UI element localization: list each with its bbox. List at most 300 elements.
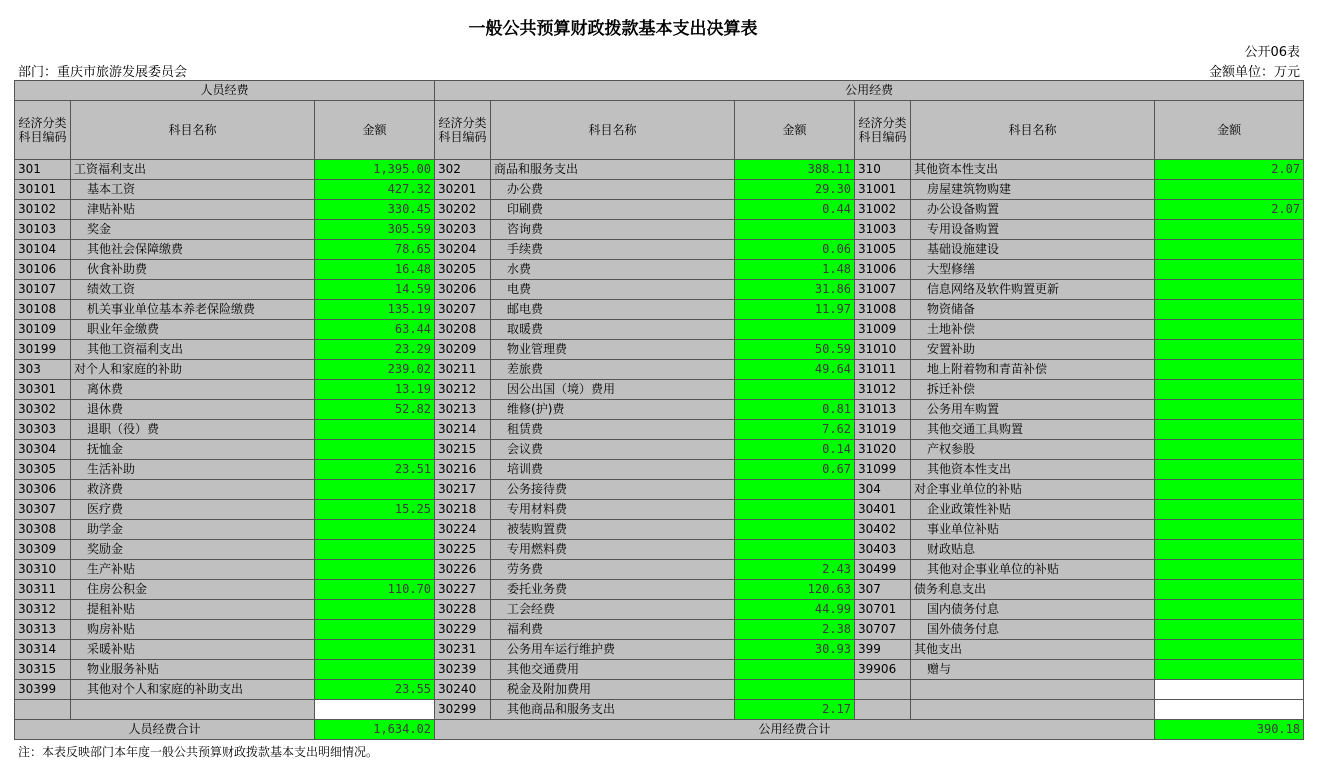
table-row [15,640,1304,660]
econ-code-cell[interactable]: 30315 [15,660,71,680]
econ-code-cell[interactable]: 31009 [855,320,911,340]
amount-cell[interactable]: 0.67 [735,460,855,480]
table-row [15,460,1304,480]
item-name-cell[interactable]: 提租补贴 [71,600,315,620]
econ-code-cell[interactable]: 30227 [435,580,491,600]
amount-cell[interactable]: 2.43 [735,560,855,580]
amount-cell[interactable]: 0.06 [735,240,855,260]
item-name-cell[interactable]: 抚恤金 [71,440,315,460]
amount-cell[interactable]: 23.55 [315,680,435,700]
econ-code-cell[interactable]: 31010 [855,340,911,360]
econ-code-cell[interactable]: 31001 [855,180,911,200]
amount-cell[interactable] [1155,440,1304,460]
econ-code-cell[interactable]: 31008 [855,300,911,320]
amount-cell[interactable] [735,480,855,500]
table-row [15,420,1304,440]
amount-cell[interactable]: 13.19 [315,380,435,400]
table-row [15,580,1304,600]
amount-cell[interactable]: 330.45 [315,200,435,220]
econ-code-cell[interactable]: 30499 [855,560,911,580]
item-name-cell[interactable]: 差旅费 [491,360,735,380]
amount-cell[interactable] [1155,560,1304,580]
item-name-cell[interactable]: 其他工资福利支出 [71,340,315,360]
econ-code-cell[interactable]: 30302 [15,400,71,420]
amount-cell[interactable]: 30.93 [735,640,855,660]
econ-code-cell[interactable]: 302 [435,160,491,180]
econ-code-cell[interactable]: 30228 [435,600,491,620]
amount-cell[interactable] [1155,360,1304,380]
item-name-cell[interactable]: 国外债务付息 [911,620,1155,640]
amount-cell[interactable] [315,660,435,680]
item-name-cell[interactable]: 被装购置费 [491,520,735,540]
amount-cell[interactable] [735,380,855,400]
amount-cell[interactable] [1155,280,1304,300]
amount-cell[interactable]: 110.70 [315,580,435,600]
personnel-total-value[interactable]: 1,634.02 [315,720,435,740]
econ-code-cell[interactable]: 30211 [435,360,491,380]
item-name-cell[interactable]: 商品和服务支出 [491,160,735,180]
table-row [15,180,1304,200]
public-total-value[interactable]: 390.18 [1155,720,1304,740]
amount-cell[interactable] [315,560,435,580]
econ-code-cell[interactable]: 39906 [855,660,911,680]
item-name-cell[interactable]: 伙食补助费 [71,260,315,280]
econ-code-cell[interactable]: 30216 [435,460,491,480]
amount-cell[interactable] [315,520,435,540]
item-name-cell[interactable]: 基本工资 [71,180,315,200]
amount-cell[interactable] [1155,500,1304,520]
table-row [15,320,1304,340]
econ-code-cell[interactable]: 30306 [15,480,71,500]
table-row [15,400,1304,420]
econ-code-cell[interactable]: 30213 [435,400,491,420]
econ-code-cell[interactable]: 30229 [435,620,491,640]
amount-cell[interactable] [315,440,435,460]
item-name-cell[interactable]: 生产补贴 [71,560,315,580]
item-name-cell[interactable]: 水费 [491,260,735,280]
item-name-cell[interactable]: 国内债务付息 [911,600,1155,620]
item-name-cell[interactable]: 福利费 [491,620,735,640]
econ-code-cell[interactable]: 30202 [435,200,491,220]
item-name-cell[interactable]: 工会经费 [491,600,735,620]
amount-cell[interactable]: 1.48 [735,260,855,280]
item-name-cell[interactable]: 公务接待费 [491,480,735,500]
header-code[interactable]: 经济分类科目编码 [435,101,491,160]
econ-code-cell[interactable]: 310 [855,160,911,180]
econ-code-cell[interactable]: 30307 [15,500,71,520]
table-row [15,500,1304,520]
amount-cell[interactable]: 52.82 [315,400,435,420]
item-name-cell[interactable]: 产权参股 [911,440,1155,460]
item-name-cell[interactable]: 奖励金 [71,540,315,560]
item-name-cell[interactable]: 物业服务补贴 [71,660,315,680]
item-name-cell[interactable]: 公务用车购置 [911,400,1155,420]
amount-cell[interactable]: 2.38 [735,620,855,640]
header-name[interactable]: 科目名称 [911,101,1155,160]
econ-code-cell[interactable]: 31011 [855,360,911,380]
table-row [15,620,1304,640]
amount-cell[interactable]: 305.59 [315,220,435,240]
amount-cell[interactable]: 2.07 [1155,160,1304,180]
econ-code-cell[interactable]: 30199 [15,340,71,360]
item-name-cell[interactable]: 其他对企事业单位的补贴 [911,560,1155,580]
amount-cell[interactable] [1155,420,1304,440]
item-name-cell[interactable]: 基础设施建设 [911,240,1155,260]
table-row [15,600,1304,620]
item-name-cell[interactable]: 取暖费 [491,320,735,340]
item-name-cell[interactable]: 大型修缮 [911,260,1155,280]
amount-cell[interactable] [1155,660,1304,680]
amount-cell[interactable]: 2.17 [735,700,855,720]
econ-code-cell[interactable]: 30403 [855,540,911,560]
item-name-cell[interactable]: 办公费 [491,180,735,200]
item-name-cell[interactable]: 专用材料费 [491,500,735,520]
econ-code-cell[interactable]: 31003 [855,220,911,240]
item-name-cell[interactable]: 电费 [491,280,735,300]
econ-code-cell[interactable]: 307 [855,580,911,600]
item-name-cell[interactable]: 奖金 [71,220,315,240]
item-name-cell[interactable]: 信息网络及软件购置更新 [911,280,1155,300]
expenditure-table [14,80,1304,740]
econ-code-cell[interactable]: 30231 [435,640,491,660]
amount-cell[interactable] [735,320,855,340]
econ-code-cell[interactable]: 31007 [855,280,911,300]
econ-code-cell[interactable]: 304 [855,480,911,500]
item-name-cell[interactable]: 公务用车运行维护费 [491,640,735,660]
item-name-cell[interactable]: 对企事业单位的补贴 [911,480,1155,500]
item-name-cell[interactable]: 委托业务费 [491,580,735,600]
amount-cell[interactable]: 78.65 [315,240,435,260]
item-name-cell[interactable]: 其他支出 [911,640,1155,660]
amount-cell[interactable] [735,520,855,540]
table-row [15,660,1304,680]
personnel-total-label: 人员经费合计 [15,720,315,740]
item-name-cell[interactable]: 退职（役）费 [71,420,315,440]
amount-cell[interactable] [1155,380,1304,400]
econ-code-cell[interactable]: 30311 [15,580,71,600]
amount-cell[interactable]: 31.86 [735,280,855,300]
public-total-label: 公用经费合计 [435,720,1155,740]
table-row [15,340,1304,360]
amount-cell[interactable] [1155,320,1304,340]
item-name-cell[interactable]: 劳务费 [491,560,735,580]
amount-cell[interactable] [315,700,435,720]
amount-cell[interactable]: 15.25 [315,500,435,520]
amount-cell[interactable] [1155,640,1304,660]
econ-code-cell[interactable]: 30701 [855,600,911,620]
amount-cell[interactable] [1155,620,1304,640]
item-name-cell[interactable]: 会议费 [491,440,735,460]
amount-cell[interactable]: 427.32 [315,180,435,200]
econ-code-cell[interactable]: 30214 [435,420,491,440]
item-name-cell[interactable]: 离休费 [71,380,315,400]
item-name-cell[interactable]: 其他社会保障缴费 [71,240,315,260]
item-name-cell[interactable]: 办公设备购置 [911,200,1155,220]
item-name-cell[interactable]: 救济费 [71,480,315,500]
amount-cell[interactable]: 23.51 [315,460,435,480]
amount-cell[interactable]: 16.48 [315,260,435,280]
header-amount[interactable]: 金额 [735,101,855,160]
econ-code-cell[interactable]: 399 [855,640,911,660]
header-code[interactable]: 经济分类科目编码 [855,101,911,160]
econ-code-cell[interactable]: 30215 [435,440,491,460]
econ-code-cell[interactable] [855,700,911,720]
table-row [15,440,1304,460]
item-name-cell[interactable]: 工资福利支出 [71,160,315,180]
econ-code-cell[interactable]: 30314 [15,640,71,660]
item-name-cell[interactable]: 事业单位补贴 [911,520,1155,540]
econ-code-cell[interactable]: 30104 [15,240,71,260]
amount-cell[interactable]: 0.81 [735,400,855,420]
amount-cell[interactable]: 0.14 [735,440,855,460]
econ-code-cell[interactable]: 30240 [435,680,491,700]
table-row [15,680,1304,700]
econ-code-cell[interactable]: 31013 [855,400,911,420]
amount-cell[interactable] [315,600,435,620]
item-name-cell[interactable]: 财政贴息 [911,540,1155,560]
header-code[interactable]: 经济分类科目编码 [15,101,71,160]
item-name-cell[interactable]: 咨询费 [491,220,735,240]
amount-cell[interactable]: 23.29 [315,340,435,360]
econ-code-cell[interactable]: 31012 [855,380,911,400]
amount-cell[interactable]: 239.02 [315,360,435,380]
econ-code-cell[interactable]: 31006 [855,260,911,280]
item-name-cell[interactable] [911,680,1155,700]
econ-code-cell[interactable]: 30309 [15,540,71,560]
item-name-cell[interactable]: 住房公积金 [71,580,315,600]
amount-cell[interactable] [1155,340,1304,360]
econ-code-cell[interactable]: 31002 [855,200,911,220]
econ-code-cell[interactable]: 30204 [435,240,491,260]
item-name-cell[interactable]: 专用设备购置 [911,220,1155,240]
econ-code-cell[interactable]: 30108 [15,300,71,320]
econ-code-cell[interactable]: 30206 [435,280,491,300]
item-name-cell[interactable]: 采暖补贴 [71,640,315,660]
amount-cell[interactable] [1155,240,1304,260]
item-name-cell[interactable]: 职业年金缴费 [71,320,315,340]
table-row [15,520,1304,540]
item-name-cell[interactable]: 培训费 [491,460,735,480]
econ-code-cell[interactable]: 30299 [435,700,491,720]
item-name-cell[interactable]: 退休费 [71,400,315,420]
item-name-cell[interactable]: 对个人和家庭的补助 [71,360,315,380]
amount-cell[interactable] [315,420,435,440]
amount-cell[interactable]: 120.63 [735,580,855,600]
item-name-cell[interactable]: 租赁费 [491,420,735,440]
amount-cell[interactable]: 49.64 [735,360,855,380]
item-name-cell[interactable]: 专用燃料费 [491,540,735,560]
amount-cell[interactable] [315,640,435,660]
item-name-cell[interactable]: 其他交通工具购置 [911,420,1155,440]
econ-code-cell[interactable]: 31005 [855,240,911,260]
econ-code-cell[interactable]: 30102 [15,200,71,220]
table-row [15,380,1304,400]
econ-code-cell[interactable]: 30205 [435,260,491,280]
econ-code-cell[interactable]: 30217 [435,480,491,500]
table-row [15,360,1304,380]
econ-code-cell[interactable]: 30239 [435,660,491,680]
econ-code-cell[interactable]: 30106 [15,260,71,280]
item-name-cell[interactable]: 其他对个人和家庭的补助支出 [71,680,315,700]
econ-code-cell[interactable]: 30203 [435,220,491,240]
item-name-cell[interactable]: 印刷费 [491,200,735,220]
amount-cell[interactable] [1155,460,1304,480]
econ-code-cell[interactable]: 30201 [435,180,491,200]
amount-cell[interactable] [1155,600,1304,620]
item-name-cell[interactable]: 邮电费 [491,300,735,320]
econ-code-cell[interactable]: 30303 [15,420,71,440]
header-name[interactable]: 科目名称 [71,101,315,160]
item-name-cell[interactable]: 维修(护)费 [491,400,735,420]
item-name-cell[interactable]: 绩效工资 [71,280,315,300]
amount-cell[interactable] [1155,180,1304,200]
section-personnel[interactable]: 人员经费 [15,81,435,101]
header-amount[interactable]: 金额 [315,101,435,160]
item-name-cell[interactable]: 机关事业单位基本养老保险缴费 [71,300,315,320]
amount-cell[interactable] [1155,400,1304,420]
amount-cell[interactable] [1155,300,1304,320]
amount-cell[interactable] [1155,220,1304,240]
amount-cell[interactable] [735,220,855,240]
econ-code-cell[interactable]: 30225 [435,540,491,560]
econ-code-cell[interactable]: 30224 [435,520,491,540]
amount-cell[interactable]: 2.07 [1155,200,1304,220]
amount-cell[interactable]: 29.30 [735,180,855,200]
item-name-cell[interactable]: 拆迁补偿 [911,380,1155,400]
item-name-cell[interactable]: 债务利息支出 [911,580,1155,600]
amount-cell[interactable] [315,480,435,500]
item-name-cell[interactable]: 地上附着物和青苗补偿 [911,360,1155,380]
amount-cell[interactable] [1155,480,1304,500]
item-name-cell[interactable]: 其他商品和服务支出 [491,700,735,720]
amount-cell[interactable]: 1,395.00 [315,160,435,180]
amount-cell[interactable] [1155,540,1304,560]
item-name-cell[interactable]: 其他资本性支出 [911,160,1155,180]
item-name-cell[interactable]: 企业政策性补贴 [911,500,1155,520]
table-row [15,300,1304,320]
econ-code-cell[interactable]: 30308 [15,520,71,540]
header-name[interactable]: 科目名称 [491,101,735,160]
econ-code-cell[interactable]: 30209 [435,340,491,360]
item-name-cell[interactable]: 助学金 [71,520,315,540]
item-name-cell[interactable]: 津贴补贴 [71,200,315,220]
econ-code-cell[interactable]: 30218 [435,500,491,520]
econ-code-cell[interactable]: 30304 [15,440,71,460]
econ-code-cell[interactable]: 31019 [855,420,911,440]
econ-code-cell[interactable]: 30402 [855,520,911,540]
econ-code-cell[interactable]: 30103 [15,220,71,240]
amount-cell[interactable]: 50.59 [735,340,855,360]
unit-label: 金额单位：万元 [1208,65,1300,80]
amount-cell[interactable]: 44.99 [735,600,855,620]
amount-cell[interactable]: 11.97 [735,300,855,320]
econ-code-cell[interactable]: 31099 [855,460,911,480]
amount-cell[interactable]: 63.44 [315,320,435,340]
econ-code-cell[interactable]: 30707 [855,620,911,640]
department-label: 部门：重庆市旅游发展委员会 [18,65,188,80]
item-name-cell[interactable]: 购房补贴 [71,620,315,640]
econ-code-cell[interactable]: 30313 [15,620,71,640]
econ-code-cell[interactable]: 303 [15,360,71,380]
item-name-cell[interactable]: 物业管理费 [491,340,735,360]
item-name-cell[interactable]: 生活补助 [71,460,315,480]
econ-code-cell[interactable]: 30310 [15,560,71,580]
item-name-cell[interactable]: 房屋建筑物购建 [911,180,1155,200]
item-name-cell[interactable]: 医疗费 [71,500,315,520]
table-row [15,280,1304,300]
table-row [15,260,1304,280]
amount-cell[interactable] [1155,580,1304,600]
econ-code-cell[interactable]: 30212 [435,380,491,400]
table-row [15,200,1304,220]
table-row [15,220,1304,240]
amount-cell[interactable]: 135.19 [315,300,435,320]
item-name-cell[interactable]: 因公出国（境）费用 [491,380,735,400]
amount-cell[interactable]: 388.11 [735,160,855,180]
table-row [15,480,1304,500]
table-row [15,560,1304,580]
footnote: 注：本表反映部门本年度一般公共预算财政拨款基本支出明细情况。 [18,745,379,759]
amount-cell[interactable] [735,660,855,680]
econ-code-cell[interactable]: 31020 [855,440,911,460]
item-name-cell[interactable]: 安置补助 [911,340,1155,360]
econ-code-cell[interactable]: 30399 [15,680,71,700]
econ-code-cell[interactable]: 30101 [15,180,71,200]
totals-row [15,720,1304,740]
econ-code-cell[interactable]: 30312 [15,600,71,620]
econ-code-cell[interactable] [15,700,71,720]
header-amount[interactable]: 金额 [1155,101,1304,160]
item-name-cell[interactable]: 土地补偿 [911,320,1155,340]
econ-code-cell[interactable]: 30109 [15,320,71,340]
amount-cell[interactable] [1155,700,1304,720]
section-public[interactable]: 公用经费 [435,81,1304,101]
econ-code-cell[interactable]: 30207 [435,300,491,320]
item-name-cell[interactable]: 赠与 [911,660,1155,680]
table-row [15,240,1304,260]
item-name-cell[interactable] [71,700,315,720]
item-name-cell[interactable]: 物资储备 [911,300,1155,320]
econ-code-cell[interactable]: 30107 [15,280,71,300]
item-name-cell[interactable]: 税金及附加费用 [491,680,735,700]
amount-cell[interactable] [1155,520,1304,540]
econ-code-cell[interactable]: 30208 [435,320,491,340]
item-name-cell[interactable]: 其他交通费用 [491,660,735,680]
econ-code-cell[interactable]: 30301 [15,380,71,400]
amount-cell[interactable] [735,500,855,520]
item-name-cell[interactable]: 手续费 [491,240,735,260]
report-title: 一般公共预算财政拨款基本支出决算表 [468,19,758,39]
amount-cell[interactable]: 0.44 [735,200,855,220]
amount-cell[interactable]: 7.62 [735,420,855,440]
econ-code-cell[interactable]: 301 [15,160,71,180]
amount-cell[interactable] [1155,260,1304,280]
amount-cell[interactable]: 14.59 [315,280,435,300]
amount-cell[interactable] [1155,680,1304,700]
amount-cell[interactable] [735,680,855,700]
item-name-cell[interactable] [911,700,1155,720]
amount-cell[interactable] [735,540,855,560]
amount-cell[interactable] [315,620,435,640]
econ-code-cell[interactable]: 30401 [855,500,911,520]
econ-code-cell[interactable]: 30226 [435,560,491,580]
econ-code-cell[interactable] [855,680,911,700]
table-row [15,540,1304,560]
amount-cell[interactable] [315,540,435,560]
table-row [15,160,1304,180]
econ-code-cell[interactable]: 30305 [15,460,71,480]
item-name-cell[interactable]: 其他资本性支出 [911,460,1155,480]
